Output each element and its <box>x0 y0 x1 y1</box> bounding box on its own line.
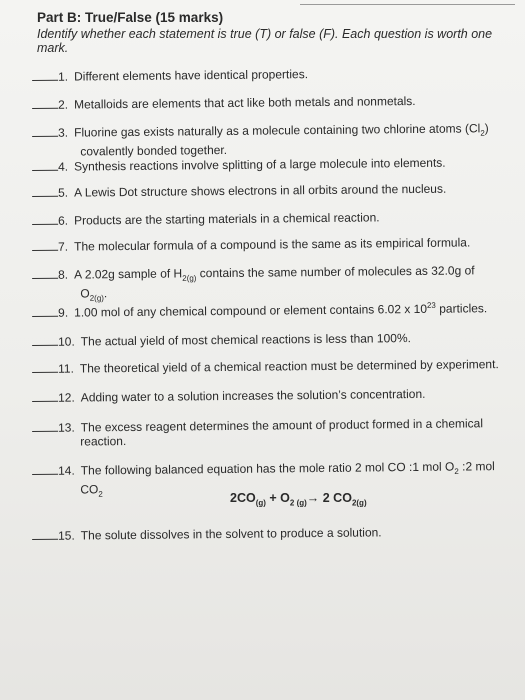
question-continuation: reaction. <box>80 434 127 449</box>
question-text: Products are the starting materials in a chemical reaction. <box>74 210 380 228</box>
question-5: 5. A Lewis Dot structure shows electrons in all orbits around the nucleus. <box>32 180 517 200</box>
answer-blank[interactable] <box>32 159 58 171</box>
subscript: 2(g) <box>182 273 197 283</box>
question-text: A Lewis Dot structure shows electrons in all orbits around the nucleus. <box>74 181 447 200</box>
subscript: 2(g) <box>89 294 104 304</box>
question-3: 3. Fluorine gas exists naturally as a molecule containing two chlorine atoms $(Cl_2)$ covalently bonded together. <box>32 120 517 159</box>
answer-blank[interactable] <box>32 390 58 402</box>
answer-blank[interactable] <box>32 305 58 317</box>
answer-blank[interactable] <box>32 213 58 225</box>
answer-blank[interactable] <box>32 239 58 251</box>
instructions: Identify whether each statement is true (T) or false (F). Each question is worth one mark. <box>37 27 493 55</box>
question-9: 9. 1.00 mol of any chemical compound or element contains 6.02 x $10^{23}$ particles. <box>32 298 517 320</box>
question-7: 7. The molecular formula of a compound is the same as its empirical formula. <box>32 234 517 254</box>
subscript: 2 <box>454 466 459 476</box>
question-6: 6. Products are the starting materials in a chemical reaction. <box>32 208 517 228</box>
superscript: 23 <box>426 300 436 310</box>
worksheet-header <box>37 10 507 55</box>
balanced-equation: $2CO_{(g)} + O_{2 (g)}\to 2$ $CO_{2(g)}$ <box>230 491 367 508</box>
question-text: The theoretical yield of a chemical reaction must be determined by experiment. <box>79 357 499 376</box>
question-text: The excess reagent determines the amount of product formed in a chemical <box>80 416 484 435</box>
question-text: 1.00 mol of any chemical compound or element contains 6.02 x 10 <box>74 301 428 320</box>
question-text: The molecular formula of a compound is the same as its empirical formula. <box>74 235 471 254</box>
answer-blank[interactable] <box>32 361 58 373</box>
section-title: Part B: True/False (15 marks) <box>37 10 224 25</box>
subscript: 2 <box>480 128 485 138</box>
question-text: Adding water to a solution increases the solution’s concentration. <box>80 386 426 405</box>
arrow-icon: → <box>306 491 320 505</box>
question-text: Different elements have identical properties. <box>74 67 309 84</box>
question-text: Synthesis reactions involve splitting of a large molecule into elements. <box>74 155 446 174</box>
top-rule <box>300 4 515 5</box>
question-continuation: $CO_2$ <box>80 482 103 500</box>
question-14: 14. The following balanced equation has the mole ratio 2 mol CO :1 mol $O_2$ :2 mol $CO_2$ <box>32 458 517 503</box>
question-2: 2. Metalloids are elements that act like both metals and nonmetals. <box>32 92 517 112</box>
question-8: 8. A 2.02g sample of $H_{2(g)}$ contains the same number of molecules as 32.0g of $O_{2(g)}$. <box>32 262 517 307</box>
question-text: A 2.02g sample of H <box>74 266 183 282</box>
question-text: The solute dissolves in the solvent to produce a solution. <box>80 525 382 543</box>
answer-blank[interactable] <box>32 69 58 81</box>
answer-blank[interactable] <box>32 420 58 432</box>
question-continuation: $O_{2(g)}$. <box>80 286 108 304</box>
question-text: The actual yield of most chemical reactions is less than 100%. <box>80 331 411 349</box>
subscript: 2 <box>98 490 103 500</box>
answer-blank[interactable] <box>32 125 58 137</box>
question-13: 13. The excess reagent determines the amount of product formed in a chemical reaction. <box>32 415 517 449</box>
question-continuation: covalently bonded together. <box>80 143 228 159</box>
answer-blank[interactable] <box>32 97 58 109</box>
answer-blank[interactable] <box>32 528 58 540</box>
question-text: Metalloids are elements that act like both metals and nonmetals. <box>74 93 416 112</box>
question-10: 10. The actual yield of most chemical reactions is less than 100%. <box>32 329 517 349</box>
answer-blank[interactable] <box>32 463 58 475</box>
answer-blank[interactable] <box>32 185 58 197</box>
question-15: 15. The solute dissolves in the solvent to produce a solution. <box>32 523 517 543</box>
question-12: 12. Adding water to a solution increases the solution’s concentration. <box>32 385 517 405</box>
question-11: 11. The theoretical yield of a chemical reaction must be determined by experiment. <box>32 356 517 376</box>
question-text: Fluorine gas exists naturally as a molecule containing two chlorine atoms (Cl <box>74 121 481 140</box>
question-text: The following balanced equation has the mole ratio 2 mol CO :1 mol O <box>80 459 455 478</box>
question-1: 1. Different elements have identical properties. <box>32 64 517 84</box>
answer-blank[interactable] <box>32 267 58 279</box>
question-4: 4. Synthesis reactions involve splitting of a large molecule into elements. <box>32 154 517 174</box>
answer-blank[interactable] <box>32 334 58 346</box>
